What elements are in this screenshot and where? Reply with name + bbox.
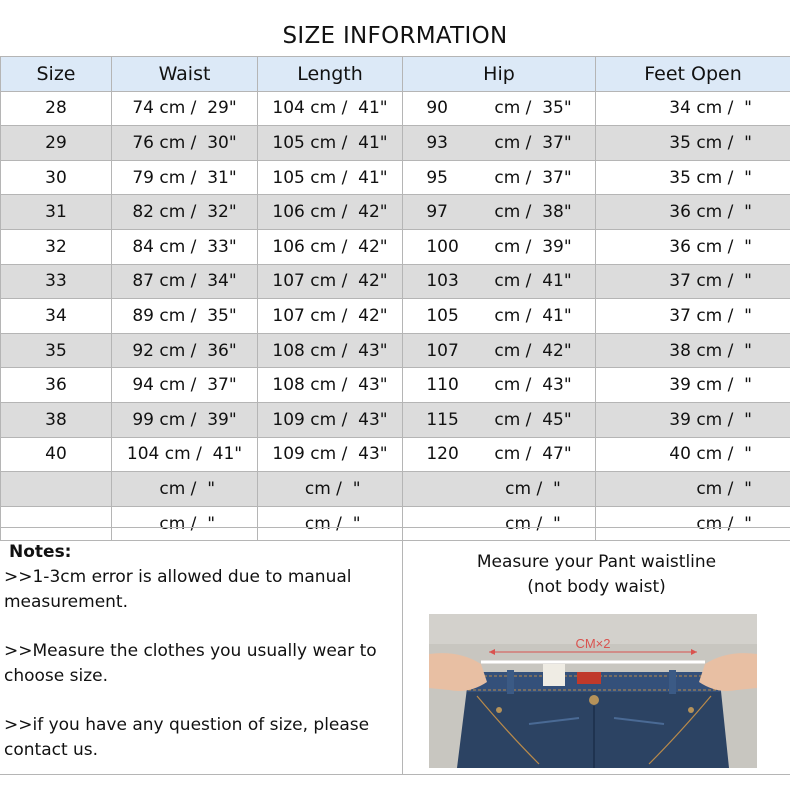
notes-heading: Notes: [9,542,72,562]
unit-sep: cm / [696,202,734,223]
table-row [1,91,790,126]
unit-sep: cm / [494,236,532,257]
size-cell [1,472,112,507]
unit-sep: cm / [696,271,734,292]
size-cell [1,299,112,334]
unit-sep: cm / [304,513,342,534]
page-title: SIZE INFORMATION [282,23,508,49]
feet-in: " [744,409,752,430]
feet-in: " [744,167,752,188]
waist-cell [112,195,258,230]
hip-cell [403,264,596,299]
waist-cm: 89 [132,305,154,326]
unit-sep: cm / [310,305,348,326]
waist-in: 31" [207,167,237,188]
length-in: 43" [358,375,388,396]
table-header-row [1,57,790,92]
feet-cm: 35 [669,167,691,188]
length-cell [258,299,403,334]
feet-cm: 37 [669,305,691,326]
unit-sep: cm / [696,167,734,188]
length-cell [258,333,403,368]
size-value: 36 [45,375,67,396]
size-cell [1,264,112,299]
size-value: 34 [45,305,67,326]
length-cm: 106 [272,236,305,257]
unit-sep: cm / [310,271,348,292]
waist-cell [112,333,258,368]
hip-cm: 93 [426,132,448,153]
feet-open-cell [596,195,790,230]
waist-in: 37" [207,375,237,396]
length-cm: 105 [272,167,305,188]
feet-in: " [744,202,752,223]
size-value: 31 [45,202,67,223]
feet-in: " [744,375,752,396]
size-cell [1,126,112,161]
size-cell [1,91,112,126]
hip-in: 47" [542,444,572,465]
feet-cm: 39 [669,375,691,396]
length-cm: 104 [272,98,305,119]
unit-sep: cm / [696,98,734,119]
length-cell [258,368,403,403]
hip-cell [403,333,596,368]
unit-sep: cm / [310,167,348,188]
waist-cm: 74 [132,98,154,119]
length-cell [258,160,403,195]
note-item: >>Measure the clothes you usually wear to choose size. [4,641,377,686]
length-cm: 107 [272,271,305,292]
hip-in: 43" [542,375,572,396]
waist-in: 29" [207,98,237,119]
hip-cm: 107 [426,340,459,361]
table-body [1,91,790,541]
length-in: 43" [358,340,388,361]
hip-cm: 97 [426,202,448,223]
unit-sep: cm / [696,375,734,396]
length-in: 42" [358,236,388,257]
hip-in: 38" [542,202,572,223]
unit-sep: cm / [159,271,197,292]
unit-sep: cm / [159,132,197,153]
size-value: 38 [45,409,67,430]
unit-sep: cm / [494,375,532,396]
unit-sep: cm / [310,236,348,257]
waist-cm: 94 [132,375,154,396]
length-cm: 108 [272,340,305,361]
header-size: Size [1,57,112,92]
unit-sep: cm / [696,236,734,257]
header-hip: Hip [403,57,596,92]
measure-caption [403,550,790,600]
note-item: >>if you have any question of size, please contact us. [4,715,370,760]
length-cell [258,195,403,230]
unit-sep: cm / [494,132,532,153]
feet-open-cell [596,472,790,507]
waist-cell [112,264,258,299]
waist-in: 33" [207,236,237,257]
unit-sep: cm / [159,478,197,499]
unit-sep: cm / [159,98,197,119]
size-value: 30 [45,167,67,188]
unit-sep: cm / [310,202,348,223]
length-cm: 107 [272,305,305,326]
tape-label: CM×2 [575,636,611,651]
feet-cm: 36 [669,236,691,257]
unit-sep: cm / [505,478,543,499]
unit-sep: cm / [159,375,197,396]
unit-sep: cm / [494,305,532,326]
unit-sep: cm / [159,202,197,223]
jeans-illustration [429,614,757,768]
feet-open-cell [596,126,790,161]
waist-in: 41" [212,444,243,465]
unit-sep: cm / [696,513,734,534]
unit-sep: cm / [310,444,348,465]
hip-cell [403,368,596,403]
size-cell [1,333,112,368]
table-row [1,264,790,299]
header-feet-open: Feet Open [596,57,790,92]
waist-cm: 99 [132,409,154,430]
table-row [1,437,790,472]
waist-cm: 76 [132,132,154,153]
waist-cell [112,160,258,195]
hip-in: 42" [542,340,572,361]
unit-sep: cm / [310,375,348,396]
hip-in: 37" [542,132,572,153]
feet-in: " [744,340,752,361]
unit-sep: cm / [494,409,532,430]
hip-cm: 103 [426,271,459,292]
hip-in: " [553,478,561,499]
hip-cm: 100 [426,236,459,257]
hip-in: 41" [542,271,572,292]
length-cell [258,437,403,472]
table-row [1,160,790,195]
notes-panel [4,540,394,787]
feet-cm: 35 [669,132,691,153]
feet-open-cell [596,368,790,403]
table-row [1,333,790,368]
length-in: 41" [358,132,388,153]
feet-cm: 36 [669,202,691,223]
unit-sep: cm / [494,98,532,119]
unit-sep: cm / [304,478,342,499]
unit-sep: cm / [696,340,734,361]
feet-open-cell [596,160,790,195]
hip-in: " [553,513,561,534]
length-in: 42" [358,202,388,223]
length-in: " [352,513,361,534]
hip-cell [403,160,596,195]
feet-cm: 37 [669,271,691,292]
waist-cm: 79 [132,167,154,188]
length-in: 42" [358,271,388,292]
length-in: 42" [358,305,388,326]
feet-cm: 38 [669,340,691,361]
bottom-section [0,527,790,775]
table-row [1,299,790,334]
header-length: Length [258,57,403,92]
unit-sep: cm / [310,132,348,153]
hip-cm: 95 [426,167,448,188]
waist-in: 32" [207,202,237,223]
feet-in: " [744,513,752,534]
feet-cm: 34 [669,98,691,119]
feet-cm: 40 [669,444,691,465]
waist-cm: 84 [132,236,154,257]
unit-sep: cm / [494,444,532,465]
length-cell [258,91,403,126]
length-cm: 108 [272,375,305,396]
table-row [1,402,790,437]
feet-cm: 39 [669,409,691,430]
hip-cell [403,402,596,437]
length-cm: 109 [272,444,305,465]
unit-sep: cm / [494,202,532,223]
size-table [0,56,790,541]
unit-sep: cm / [159,340,197,361]
size-cell [1,402,112,437]
length-cm: 109 [272,409,305,430]
size-cell [1,437,112,472]
length-in: 41" [358,167,388,188]
waist-cell [112,229,258,264]
size-cell [1,195,112,230]
header-waist: Waist [112,57,258,92]
unit-sep: cm / [696,132,734,153]
hip-in: 35" [542,98,572,119]
table-row [1,472,790,507]
length-in: 41" [358,98,388,119]
hip-cm: 115 [426,409,459,430]
feet-open-cell [596,402,790,437]
unit-sep: cm / [494,271,532,292]
length-in: 43" [358,409,388,430]
waist-in: 30" [207,132,237,153]
hip-cell [403,229,596,264]
measure-line-2: (not body waist) [527,577,666,597]
feet-open-cell [596,229,790,264]
feet-in: " [744,236,752,257]
waist-cell [112,368,258,403]
unit-sep: cm / [494,340,532,361]
length-cm: 105 [272,132,305,153]
table-row [1,368,790,403]
unit-sep: cm / [696,444,734,465]
feet-in: " [744,271,752,292]
waist-in: 35" [207,305,237,326]
unit-sep: cm / [159,167,197,188]
unit-sep: cm / [159,513,197,534]
table-row [1,126,790,161]
length-cell [258,264,403,299]
waist-in: " [207,513,216,534]
hip-in: 45" [542,409,572,430]
waist-cell [112,299,258,334]
unit-sep: cm / [310,340,348,361]
hip-cell [403,91,596,126]
hip-cell [403,126,596,161]
hip-in: 39" [542,236,572,257]
length-in: 43" [358,444,388,465]
feet-open-cell [596,264,790,299]
feet-in: " [744,98,752,119]
table-row [1,229,790,264]
length-cm: 106 [272,202,305,223]
unit-sep: cm / [505,513,543,534]
unit-sep: cm / [159,236,197,257]
waist-cm: 82 [132,202,154,223]
hip-cm: 120 [426,444,459,465]
waist-cm: 104 [126,444,160,465]
hip-in: 41" [542,305,572,326]
hip-cm [437,479,479,499]
waist-in: " [207,478,216,499]
table-row [1,195,790,230]
measure-line-1: Measure your Pant waistline [476,552,717,572]
waist-in: 34" [207,271,237,292]
hip-cell [403,472,596,507]
note-item: >>1-3cm error is allowed due to manual measurement. [4,567,352,612]
size-value: 32 [45,236,67,257]
feet-open-cell [596,333,790,368]
length-cell [258,472,403,507]
hip-cm: 90 [426,98,448,119]
feet-open-cell [596,299,790,334]
feet-in: " [744,305,752,326]
size-cell [1,229,112,264]
size-value: 33 [45,271,67,292]
feet-open-cell [596,91,790,126]
waist-in: 39" [207,409,237,430]
size-value: 29 [45,132,67,153]
length-cell [258,126,403,161]
size-value: 35 [45,340,67,361]
waist-cell [112,402,258,437]
unit-sep: cm / [310,98,348,119]
hip-cell [403,195,596,230]
feet-in: " [744,132,752,153]
hip-cell [403,437,596,472]
unit-sep: cm / [159,305,197,326]
hip-cell [403,299,596,334]
unit-sep: cm / [696,478,734,499]
size-value: 28 [45,98,67,119]
feet-in: " [744,444,752,465]
length-cell [258,229,403,264]
waist-cell [112,472,258,507]
length-cell [258,402,403,437]
size-cell [1,368,112,403]
unit-sep: cm / [696,409,734,430]
feet-open-cell [596,437,790,472]
unit-sep: cm / [696,305,734,326]
hip-cm: 105 [426,305,459,326]
size-cell [1,160,112,195]
unit-sep: cm / [164,444,202,465]
feet-in: " [744,478,752,499]
waist-cm: 92 [132,340,154,361]
waist-cell [112,126,258,161]
hip-cm: 110 [426,375,459,396]
waist-cm: 87 [132,271,154,292]
length-in: " [352,478,361,499]
unit-sep: cm / [159,409,197,430]
waist-cell [112,437,258,472]
size-value: 40 [45,444,67,465]
unit-sep: cm / [494,167,532,188]
unit-sep: cm / [310,409,348,430]
hip-in: 37" [542,167,572,188]
waist-cell [112,91,258,126]
jeans-waistline-photo [429,614,757,768]
waist-in: 36" [207,340,237,361]
